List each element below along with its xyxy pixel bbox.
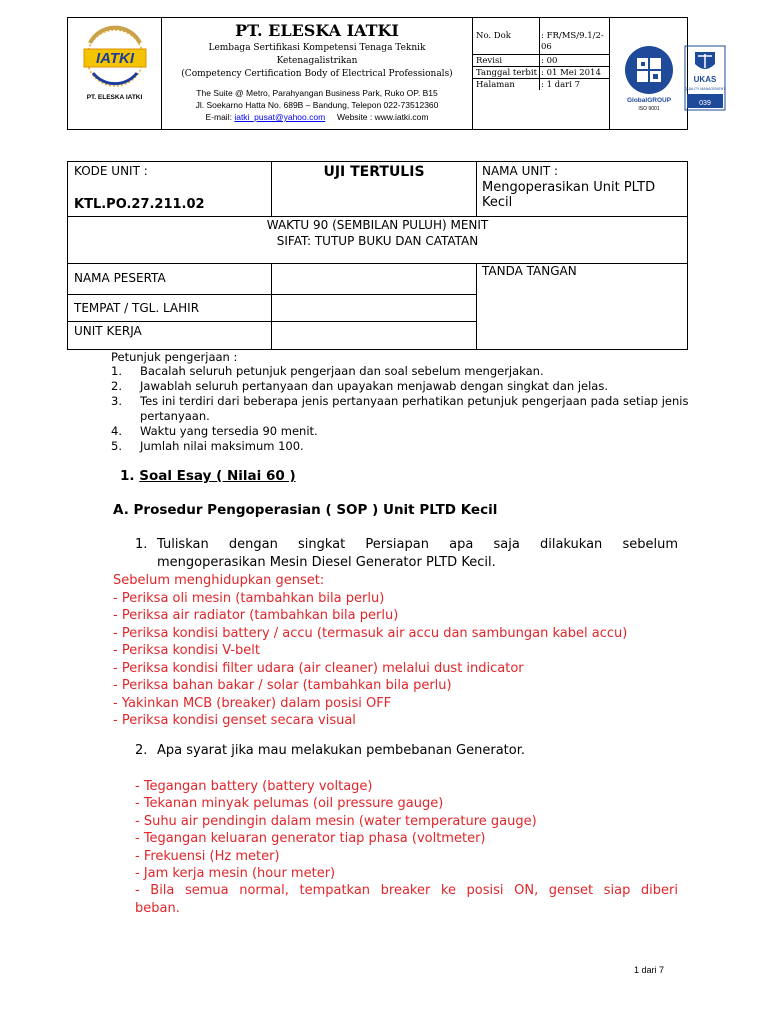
question-1 xyxy=(135,536,678,572)
signature-field[interactable] xyxy=(480,282,684,346)
company-caption: PT. ELESKA IATKI xyxy=(86,94,143,101)
instruction-num: 5. xyxy=(111,439,122,453)
website-value: www.iatki.com xyxy=(374,112,429,122)
instruction-item xyxy=(111,379,691,394)
question-1-num: 1. xyxy=(135,537,148,552)
kode-unit-label: KODE UNIT : xyxy=(74,164,148,178)
instruction-item xyxy=(111,439,691,454)
iatki-logo xyxy=(78,23,152,103)
unit-kerja-field[interactable] xyxy=(274,324,472,346)
instruction-num: 4. xyxy=(111,424,122,438)
instruction-item xyxy=(111,394,691,409)
unit-kerja-label: UNIT KERJA xyxy=(74,324,142,338)
document-header xyxy=(67,17,726,130)
doc-label: Tanggal terbit xyxy=(476,68,538,78)
website-label: Website : xyxy=(336,112,373,122)
nama-peserta-field[interactable] xyxy=(274,266,472,292)
question-1-text-line1: Tuliskan dengan singkat Persiapan apa saja dilakukan sebelum xyxy=(157,537,678,552)
instruction-text: Tes ini terdiri dari beberapa jenis pertanyaan perhatikan petunjuk pengerjaan pada setiap jenis xyxy=(140,394,689,408)
answer-1-item: - Periksa kondisi V-belt xyxy=(113,643,260,658)
section1-title: Soal Esay ( Nilai 60 ) xyxy=(139,468,296,484)
answer-1 xyxy=(113,572,627,730)
doc-value: : 00 xyxy=(541,56,558,66)
waktu-text: WAKTU 90 (SEMBILAN PULUH) MENIT xyxy=(266,218,489,232)
globalgroup-iso-logo xyxy=(620,42,678,114)
answer-2-item: - Suhu air pendingin dalam mesin (water temperature gauge) xyxy=(135,813,537,829)
globalgroup-text: GlobalGROUP xyxy=(626,97,672,104)
logo-text: IATKI xyxy=(95,50,135,67)
address-line1: The Suite @ Metro, Parahyangan Business Park, Ruko OP. B15 xyxy=(196,88,438,98)
nama-unit-value: Mengoperasikan Unit PLTD Kecil xyxy=(482,180,656,210)
doc-label: Revisi xyxy=(476,56,503,66)
instruction-num: 3. xyxy=(111,394,122,408)
instruction-text: Bacalah seluruh petunjuk pengerjaan dan soal sebelum mengerjakan. xyxy=(140,364,544,378)
answer-1-item: - Periksa oli mesin (tambahkan bila perlu) xyxy=(113,590,385,606)
test-type: UJI TERTULIS xyxy=(323,164,425,180)
answer-1-item: - Periksa bahan bakar / solar (tambahkan bila perlu) xyxy=(113,678,452,693)
answer-1-item: - Periksa kondisi filter udara (air cleaner) melalui dust indicator xyxy=(113,660,524,676)
subtitle-line1: Lembaga Sertifikasi Kompetensi Tenaga Teknik xyxy=(208,43,426,53)
exam-form-table xyxy=(67,161,688,350)
section1-heading xyxy=(120,468,296,484)
document-info-table xyxy=(473,18,609,129)
section1-num: 1. xyxy=(120,468,135,484)
question-2 xyxy=(135,743,525,758)
doc-label: No. Dok xyxy=(476,31,511,41)
answer-2-item: - Jam kerja mesin (hour meter) xyxy=(135,866,336,882)
question-1-line1 xyxy=(135,536,678,554)
tanda-tangan-label: TANDA TANGAN xyxy=(482,264,577,278)
address-line2: Jl. Soekarno Hatta No. 689B – Bandung, Telepon 022-73512360 xyxy=(195,100,439,110)
instruction-num xyxy=(111,409,140,424)
question-2-text: Apa syarat jika mau melakukan pembebanan Generator. xyxy=(157,743,525,758)
doc-value: : FR/MS/9.1/2- xyxy=(541,31,604,41)
nama-unit-label: NAMA UNIT : xyxy=(482,164,559,178)
subtitle-line2: Ketenagalistrikan xyxy=(276,56,358,66)
answer-1-item: - Yakinkan MCB (breaker) dalam posisi OFF xyxy=(113,695,392,711)
contact-line xyxy=(162,112,472,122)
instruction-text: pertanyaan. xyxy=(140,409,210,423)
doc-value: : 1 dari 7 xyxy=(541,80,581,90)
answer-1-intro: Sebelum menghidupkan genset: xyxy=(113,573,325,588)
answer-2-item: - Tekanan minyak pelumas (oil pressure gauge) xyxy=(135,796,444,812)
question-1-text-line2: mengoperasikan Mesin Diesel Generator PLTD Kecil. xyxy=(157,555,496,570)
email-label: E-mail: xyxy=(205,112,232,122)
instructions-title: Petunjuk pengerjaan : xyxy=(111,350,238,364)
instruction-item xyxy=(111,364,691,379)
doc-label: Halaman xyxy=(476,80,515,90)
instruction-text: Waktu yang tersedia 90 menit. xyxy=(140,424,318,438)
answer-2-item: - Tegangan battery (battery voltage) xyxy=(135,779,373,794)
answer-1-item: - Periksa air radiator (tambahkan bila perlu) xyxy=(113,608,399,623)
sifat-text: SIFAT: TUTUP BUKU DAN CATATAN xyxy=(276,234,479,248)
answer-1-item: - Periksa kondisi genset secara visual xyxy=(113,713,356,728)
ukas-logo xyxy=(682,42,728,114)
email-link[interactable]: iatki_pusat@yahoo.com xyxy=(234,112,326,122)
sectionA-title: A. Prosedur Pengoperasian ( SOP ) Unit PLTD Kecil xyxy=(113,502,498,518)
answer-2-item: beban. xyxy=(135,900,180,916)
doc-value: 06 xyxy=(541,42,552,52)
answer-2-item: - Tegangan keluaran generator tiap phasa (voltmeter) xyxy=(135,831,486,847)
company-title: PT. ELESKA IATKI xyxy=(235,21,399,40)
answer-2-item: - Frekuensi (Hz meter) xyxy=(135,848,280,864)
answer-2 xyxy=(135,778,678,917)
page-number: 1 dari 7 xyxy=(634,965,665,975)
answer-1-item: - Periksa kondisi battery / accu (termasuk air accu dan sambungan kabel accu) xyxy=(113,625,628,641)
ukas-number: 039 xyxy=(699,100,711,107)
question-2-num: 2. xyxy=(135,743,148,758)
instruction-item xyxy=(111,409,691,424)
tempat-tgl-field[interactable] xyxy=(274,297,472,319)
instructions-list xyxy=(111,364,691,454)
instruction-text: Jawablah seluruh pertanyaan dan upayakan menjawab dengan singkat dan jelas. xyxy=(140,379,608,393)
ukas-text: UKAS xyxy=(693,75,717,84)
instruction-item xyxy=(111,424,691,439)
subtitle-line3: (Competency Certification Body of Electrical Professionals) xyxy=(181,69,453,79)
iso-text: ISO 9001 xyxy=(638,106,660,112)
instruction-num: 1. xyxy=(111,364,122,378)
nama-peserta-label: NAMA PESERTA xyxy=(74,271,166,285)
kode-unit-value: KTL.PO.27.211.02 xyxy=(74,197,205,212)
tempat-tgl-label: TEMPAT / TGL. LAHIR xyxy=(74,301,200,315)
header-divider xyxy=(609,18,610,129)
instruction-text: Jumlah nilai maksimum 100. xyxy=(140,439,304,453)
doc-value: : 01 Mei 2014 xyxy=(541,68,601,78)
instruction-num: 2. xyxy=(111,379,122,393)
answer-2-item: - Bila semua normal, tempatkan breaker ke posisi ON, genset siap diberi xyxy=(135,883,678,899)
ukas-sub-text: QUALITY MANAGEMENT xyxy=(684,87,726,91)
